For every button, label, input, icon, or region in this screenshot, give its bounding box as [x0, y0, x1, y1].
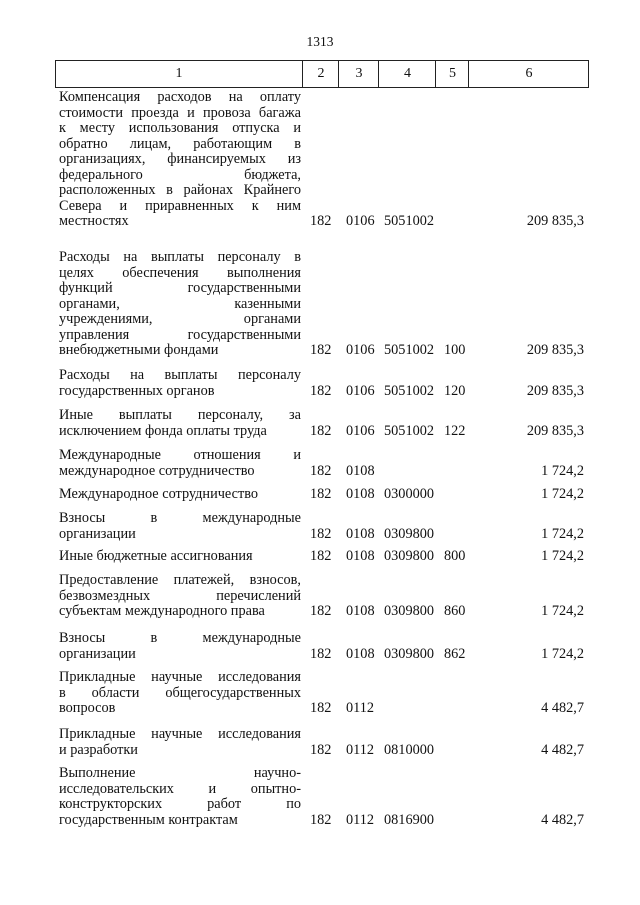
row-name-line: Севера и приравненных к ним	[59, 198, 301, 214]
table-header	[55, 60, 589, 88]
row-name-line: Компенсация расходов на оплату	[59, 90, 301, 105]
row-vr: 800	[444, 548, 466, 564]
row-name-line: местностях	[59, 214, 129, 229]
row-sum: 1 724,2	[541, 603, 584, 619]
row-rz: 0112	[346, 811, 375, 828]
row-vr: 122	[444, 422, 466, 439]
row-gr: 182	[310, 213, 332, 229]
row-name-line: организации	[59, 646, 136, 662]
row-rz: 0106	[346, 382, 375, 399]
row-name-line: безвозмездных перечислений	[59, 588, 301, 604]
row-name-line: государственных органов	[59, 383, 215, 399]
row-name	[59, 766, 301, 828]
row-rz: 0108	[346, 462, 375, 479]
row-name-line: международное сотрудничество	[59, 463, 255, 479]
row-rz: 0106	[346, 422, 375, 439]
row-sum: 4 482,7	[541, 700, 584, 716]
row-rz: 0108	[346, 548, 375, 564]
row-rz: 0108	[346, 603, 375, 619]
row-name-line: управления государственными	[59, 327, 301, 343]
row-name-line: Расходы на выплаты персоналу	[59, 368, 301, 383]
row-name	[59, 511, 301, 542]
row-name	[59, 670, 301, 717]
row-name	[59, 448, 301, 479]
row-gr: 182	[310, 811, 332, 828]
row-name-line: Взносы в международные	[59, 511, 301, 526]
row-rz: 0106	[346, 342, 375, 358]
row-name	[59, 368, 301, 399]
header-col-4: 4	[378, 61, 436, 87]
row-name-line: учреждениями, органами	[59, 312, 301, 327]
row-name	[59, 727, 301, 758]
row-name	[59, 90, 301, 230]
row-name	[59, 487, 301, 503]
row-gr: 182	[310, 603, 332, 619]
row-sum: 209 835,3	[526, 342, 584, 358]
row-cs: 0810000	[384, 741, 435, 758]
row-name-line: Прикладные научные исследования	[59, 727, 301, 742]
row-vr: 860	[444, 603, 466, 619]
header-col-1: 1	[175, 66, 183, 81]
row-name-line: исследовательских и опытно-	[59, 781, 301, 797]
row-gr: 182	[310, 525, 332, 542]
row-rz: 0106	[346, 213, 375, 229]
row-name	[59, 573, 301, 620]
row-gr: 182	[310, 382, 332, 399]
row-name-line: к месту использования отпуска и	[59, 121, 301, 136]
row-gr: 182	[310, 422, 332, 439]
row-name-line: организации	[59, 526, 136, 542]
row-cs: 5051002	[384, 422, 435, 439]
row-cs: 0309800	[384, 645, 435, 662]
row-sum: 209 835,3	[526, 422, 584, 439]
row-name-line: стоимости проезда и провоза багажа	[59, 105, 301, 121]
row-sum: 1 724,2	[541, 548, 584, 564]
row-name-line: обратно лицам, работающим в	[59, 136, 301, 152]
row-gr: 182	[310, 741, 332, 758]
row-name-line: Расходы на выплаты персоналу в	[59, 250, 301, 265]
row-sum: 1 724,2	[541, 486, 584, 502]
row-name-line: субъектам международного права	[59, 604, 265, 619]
row-cs: 0300000	[384, 486, 435, 502]
row-name	[59, 631, 301, 662]
row-sum: 209 835,3	[526, 382, 584, 399]
row-name	[59, 408, 301, 439]
row-gr: 182	[310, 645, 332, 662]
row-name-line: государственным контрактам	[59, 812, 238, 828]
header-col-3: 3	[338, 61, 379, 87]
row-name-line: органами, казенными	[59, 296, 301, 312]
page-number: 1313	[306, 34, 334, 49]
row-cs: 5051002	[384, 342, 435, 358]
row-cs: 0309800	[384, 525, 435, 542]
row-name-line: федерального бюджета,	[59, 167, 301, 183]
row-name-line: конструкторских работ по	[59, 797, 301, 812]
header-col-5: 5	[435, 61, 469, 87]
row-name-line: Международное сотрудничество	[59, 487, 259, 502]
row-rz: 0108	[346, 645, 375, 662]
row-cs: 0309800	[384, 603, 435, 619]
row-name-line: и разработки	[59, 742, 138, 758]
row-name-line: функций государственными	[59, 281, 301, 296]
row-rz: 0112	[346, 741, 375, 758]
row-gr: 182	[310, 486, 332, 502]
row-rz: 0108	[346, 525, 375, 542]
row-vr: 120	[444, 382, 466, 399]
row-cs: 0816900	[384, 811, 435, 828]
row-name-line: Иные выплаты персоналу, за	[59, 408, 301, 423]
row-rz: 0112	[346, 700, 375, 716]
header-col-2: 2	[302, 61, 339, 87]
header-col-6: 6	[468, 61, 589, 87]
row-name-line: внебюджетными фондами	[59, 343, 219, 358]
row-vr: 100	[444, 342, 466, 358]
row-gr: 182	[310, 462, 332, 479]
row-name-line: Иные бюджетные ассигнования	[59, 549, 253, 564]
row-rz: 0108	[346, 486, 375, 502]
row-gr: 182	[310, 700, 332, 716]
row-gr: 182	[310, 548, 332, 564]
row-name-line: Международные отношения и	[59, 448, 301, 463]
row-cs: 0309800	[384, 548, 435, 564]
row-cs: 5051002	[384, 382, 435, 399]
row-name-line: целях обеспечения выполнения	[59, 265, 301, 281]
row-name-line: Выполнение научно-	[59, 766, 301, 781]
row-sum: 1 724,2	[541, 462, 584, 479]
row-sum: 1 724,2	[541, 645, 584, 662]
row-cs: 5051002	[384, 213, 435, 229]
row-name	[59, 250, 301, 359]
row-sum: 4 482,7	[541, 811, 584, 828]
row-name	[59, 549, 301, 565]
row-vr: 862	[444, 645, 466, 662]
row-name-line: в области общегосударственных	[59, 685, 301, 701]
row-name-line: Прикладные научные исследования	[59, 670, 301, 685]
row-name-line: Предоставление платежей, взносов,	[59, 573, 301, 588]
row-name-line: Взносы в международные	[59, 631, 301, 646]
row-sum: 4 482,7	[541, 741, 584, 758]
row-gr: 182	[310, 342, 332, 358]
row-sum: 1 724,2	[541, 525, 584, 542]
row-name-line: организациях, финансируемых из	[59, 152, 301, 167]
row-sum: 209 835,3	[526, 213, 584, 229]
row-name-line: расположенных в районах Крайнего	[59, 183, 301, 198]
row-name-line: вопросов	[59, 701, 116, 716]
row-name-line: исключением фонда оплаты труда	[59, 423, 267, 439]
